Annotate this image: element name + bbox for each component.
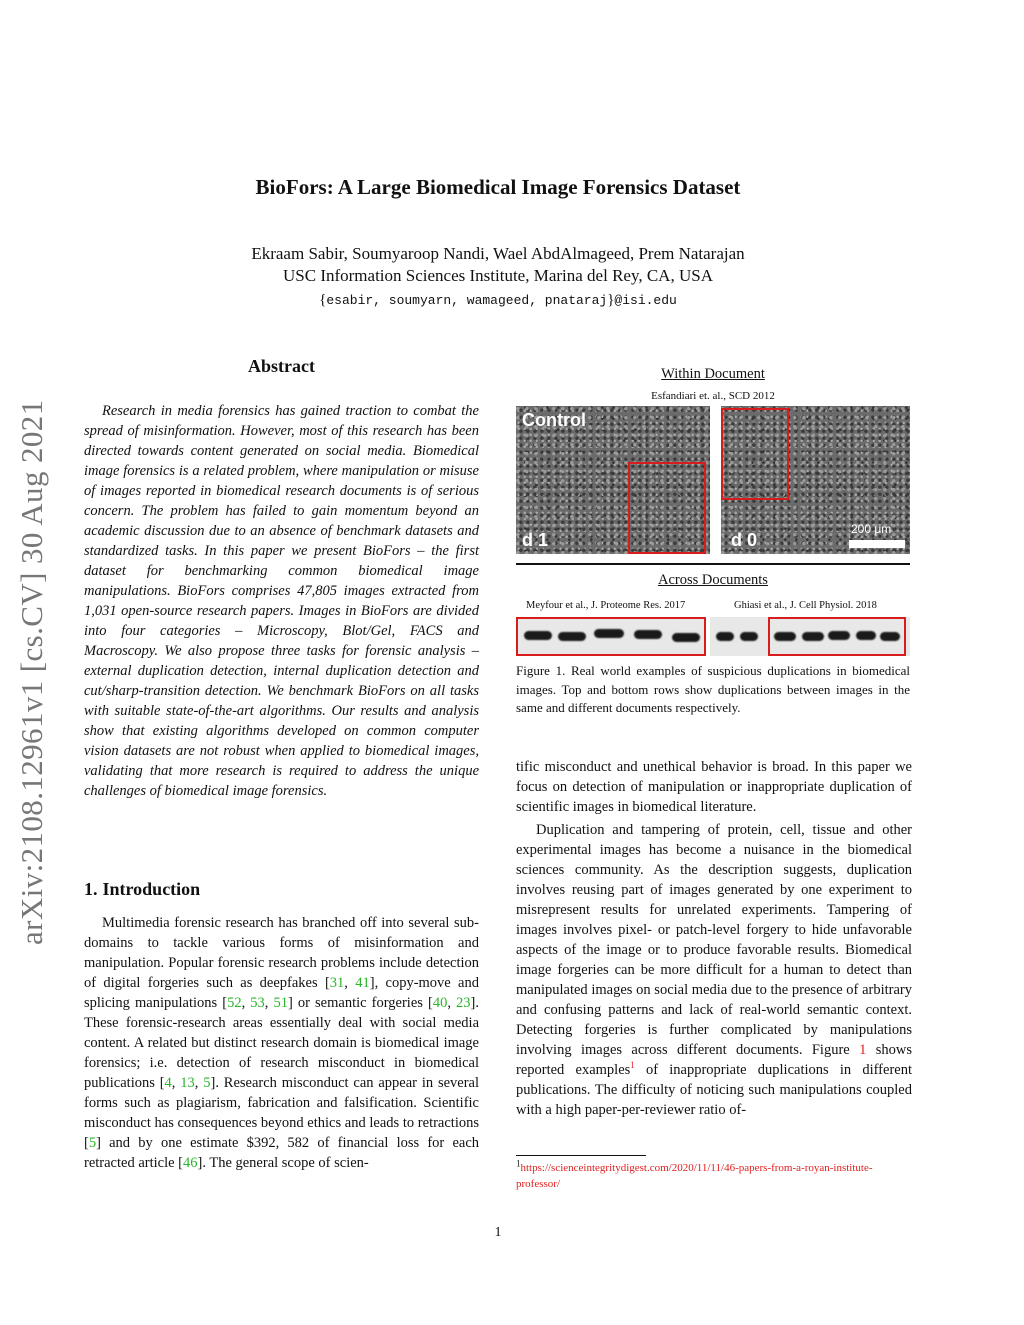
intro-text: , <box>344 975 356 991</box>
microscopy-image-control <box>516 406 710 554</box>
image-label-control: Control <box>522 410 586 430</box>
citation-link[interactable]: 13 <box>180 1075 195 1091</box>
citation-link[interactable]: 31 <box>329 975 345 991</box>
blot-band <box>740 632 758 641</box>
body-text: of inappropriate duplications in different publications. The difficulty of noticing such manipulations coupled with a high paper-per-reviewer ratio of- <box>516 1062 912 1118</box>
paper-title: BioFors: A Large Biomedical Image Forensics Dataset <box>255 175 741 199</box>
duplication-highlight-box <box>768 617 906 656</box>
figure-across-source-left: Meyfour et al., J. Proteome Res. 2017 <box>526 600 686 611</box>
section-number: 1. <box>84 879 98 899</box>
author-block <box>0 243 996 287</box>
microscopy-image-d0 <box>721 406 910 554</box>
figure-reference-link[interactable]: 1 <box>859 1042 867 1058</box>
author-affiliation: USC Information Sciences Institute, Marina del Rey, CA, USA <box>283 266 713 285</box>
intro-text: , <box>264 995 274 1011</box>
citation-link[interactable]: 40 <box>432 995 448 1011</box>
email-brace-open: { <box>319 292 327 308</box>
footnote-marker[interactable]: 1 <box>630 1060 635 1071</box>
intro-text: , <box>194 1075 204 1091</box>
footnote-divider <box>516 1155 646 1156</box>
duplication-highlight-box <box>516 617 706 656</box>
citation-link[interactable]: 53 <box>250 995 265 1011</box>
figure-across-label: Across Documents <box>658 572 768 588</box>
abstract-text: Research in media forensics has gained traction to combat the spread of misinformation. However, most of this research has been directed towards content generated on social media. Biomedical image forensics is a related problem, where manipulation or misuse of images reported in biomedical research documents is of serious concern. The problem has failed to gain momentum beyond an academic discussion due to an absence of benchmark datasets and standardized tasks. In this paper we present BioFors – the first dataset for benchmarking common biomedical image manipulations. BioFors comprises 47,805 images extracted from 1,031 open-source research papers. Images in BioFors are divided into four categories – Microscopy, Blot/Gel, FACS and Macroscopy. We also propose three tasks for forensic analysis – external duplication detection, internal duplication detection and cut/sharp-transition detection. We benchmark BioFors on all tasks with suitable state-of-the-art algorithms. Our results and analysis show that existing algorithms developed on common computer vision datasets are not robust when applied to biomedical images, validating that more research is required to address the unique challenges of biomedical image forensics. <box>84 403 479 799</box>
scale-bar <box>849 540 905 548</box>
western-blot-right <box>710 617 910 656</box>
citation-link[interactable]: 23 <box>456 995 471 1011</box>
figure-within-label: Within Document <box>661 366 765 382</box>
body-text: Duplication and tampering of protein, cell, tissue and other experimental images has become a nuisance in the biomedical sciences community. As the description suggests, duplication involves reusing part of images generated by one experiment to misrepresent results for unrelated experiments. Tampering of images involves pixel- or patch-level forgery to hide unfavorable aspects of the image or to produce favorable results. Biomedical image forgeries can be more difficult for a human to detect than manipulated images on social media due to the presence of arbitrary and confusing patterns and lack of real-world semantic context. Detecting forgeries is further complicated by manipulations involving images across different documents. Figure <box>516 822 912 1058</box>
body-paragraph <box>516 820 912 1120</box>
author-names: Ekraam Sabir, Soumyaroop Nandi, Wael AbdAlmageed, Prem Natarajan <box>251 244 745 263</box>
intro-text: , <box>171 1075 181 1091</box>
citation-link[interactable]: 5 <box>203 1075 211 1091</box>
citation-link[interactable]: 5 <box>88 1135 97 1151</box>
intro-text: ] or semantic forgeries [ <box>287 995 433 1011</box>
footnote-number: 1 <box>516 1158 521 1169</box>
citation-link[interactable]: 52 <box>227 995 242 1011</box>
intro-text: ]. The general scope of scien- <box>197 1155 369 1171</box>
blot-band <box>716 632 734 641</box>
email-brace-close: } <box>607 292 615 308</box>
body-paragraph: tific misconduct and unethical behavior is broad. In this paper we focus on detection of manipulation or inappropriate duplication of scientific images in biomedical literature. <box>516 759 912 815</box>
image-label-d0: d 0 <box>731 530 758 550</box>
email-users: esabir, soumyarn, wamageed, pnataraj <box>326 293 608 308</box>
right-column-text <box>516 757 912 1120</box>
duplication-highlight-box <box>628 462 706 554</box>
citation-link[interactable]: 46 <box>183 1155 198 1171</box>
intro-text: Multimedia forensic research has branched off into several sub-domains to tackle various forms of misinformation and manipulation. Popular forensic research problems include detection of digital forgeries such as deepfakes [ <box>84 915 479 991</box>
arxiv-identifier: arXiv:2108.12961v1 [cs.CV] 30 Aug 2021 <box>14 399 49 945</box>
abstract-heading: Abstract <box>248 356 315 376</box>
intro-text: ]. Research misconduct can appear in several forms such as plagiarism, fabrication and falsification. Scientific misconduct has consequences beyond ethics and leads to retractions [ <box>84 1075 480 1151</box>
footnote <box>516 1160 912 1192</box>
citation-link[interactable]: 51 <box>273 995 288 1011</box>
intro-text: , <box>447 995 457 1011</box>
duplication-highlight-box <box>721 408 789 500</box>
intro-text: ]. These forensic-research areas essentially deal with social media content. A related but distinct research domain is biomedical image forensics; i.e. detection of research misconduct in biomedical publications [ <box>84 995 479 1091</box>
email-domain: @isi.edu <box>614 293 677 308</box>
author-emails <box>0 292 996 309</box>
section-heading-introduction <box>84 879 200 900</box>
citation-link[interactable]: 41 <box>355 975 370 991</box>
figure-caption: Figure 1. Real world examples of suspicious duplications in biomedical images. Top and bottom rows show duplications between images in the same and different documents respectively. <box>516 663 910 715</box>
intro-text: ] and by one estimate $392, 582 of financial loss for each retracted article [ <box>84 1135 479 1171</box>
body-text: shows reported examples <box>516 1042 912 1078</box>
intro-text: ], copy-move and splicing manipulations [ <box>84 975 479 1011</box>
western-blot-left <box>516 617 706 656</box>
citation-link[interactable]: 4 <box>164 1075 172 1091</box>
intro-text: , <box>241 995 251 1011</box>
image-label-d1: d 1 <box>522 530 549 550</box>
section-title: Introduction <box>102 879 201 899</box>
figure-across-source-right: Ghiasi et al., J. Cell Physiol. 2018 <box>734 600 877 611</box>
figure-divider <box>516 563 910 565</box>
figure-within-source: Esfandiari et. al., SCD 2012 <box>651 390 775 402</box>
introduction-paragraph <box>84 913 479 1173</box>
scale-label: 200 μm <box>851 522 892 536</box>
footnote-url-link[interactable]: https://scienceintegritydigest.com/2020/11/11/46-papers-from-a-royan-institute-professor/ <box>516 1162 873 1190</box>
page-number: 1 <box>494 1225 502 1240</box>
